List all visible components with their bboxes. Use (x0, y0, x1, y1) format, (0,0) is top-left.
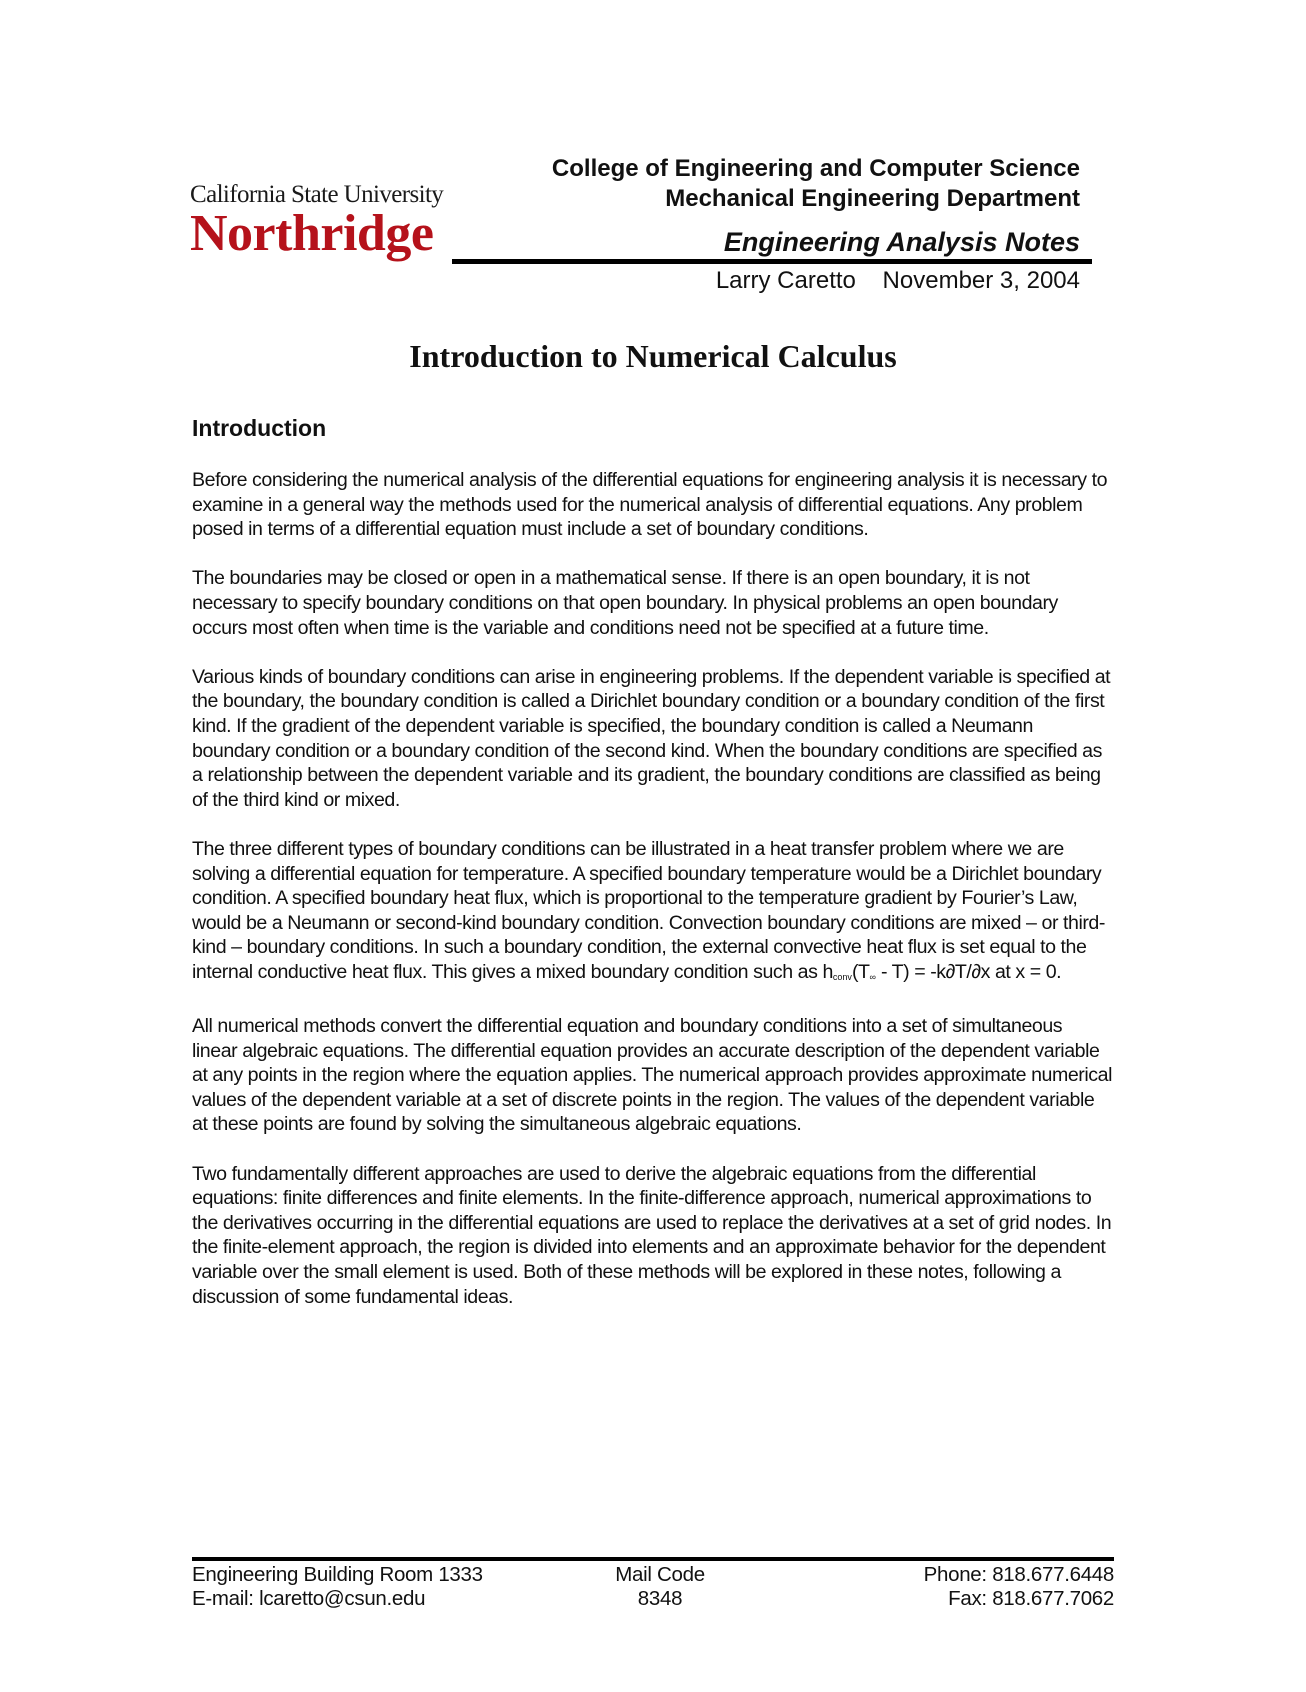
notes-series-title: Engineering Analysis Notes (723, 227, 1080, 257)
body-text (192, 468, 1112, 1334)
equation-part: - T) = -k∂T/∂x at x = 0. (875, 960, 1062, 983)
paragraph: The boundaries may be closed or open in a mathematical sense. If there is an open boundary, it is not necessary to specify boundary conditions on that open boundary. In physical problems an open boundary occurs most often when time is the variable and conditions need not be specified at a future time. (192, 567, 1058, 639)
equation-part: (T (851, 960, 870, 983)
mail-code-value: 8348 (637, 1587, 683, 1610)
paragraph: Two fundamentally different approaches are used to derive the algebraic equations from the differential equations: finite differences and finite elements. In the finite-difference approach, numerical approximations to the derivatives occurring in the differential equations are used to replace the derivatives at a set of grid nodes. In the finite-element approach, the region is divided into elements and an approximate behavior for the dependent variable over the small element is used. Both of these methods will be explored in these notes, following a discussion of some fundamental ideas. (192, 1162, 1112, 1308)
footer-fax: Fax: 818.677.7062 (948, 1587, 1114, 1610)
logo-campus-name: Northridge (190, 205, 434, 262)
logo-university-name: California State University (190, 181, 444, 208)
footer-phone: Phone: 818.677.6448 (923, 1563, 1114, 1586)
subscript-conv: conv (832, 971, 852, 982)
footer-address (192, 1563, 483, 1611)
university-logo (190, 182, 460, 260)
section-heading: Introduction (192, 415, 327, 441)
author-date: Larry Caretto November 3, 2004 (715, 267, 1080, 294)
paragraph: Various kinds of boundary conditions can arise in engineering problems. If the dependent variable is specified at the boundary, the boundary condition is called a Dirichlet boundary condition or a boundary condition of the first kind. If the gradient of the dependent variable is specified, the boundary condition is called a Neumann boundary condition or a boundary condition of the second kind. When the boundary conditions are specified as a relationship between the dependent variable and its gradient, the boundary conditions are classified as being of the third kind or mixed. (192, 665, 1111, 811)
footer-divider (192, 1557, 1114, 1561)
mail-code-label: Mail Code (615, 1563, 705, 1586)
footer-email: E-mail: lcaretto@csun.edu (192, 1587, 426, 1610)
paragraph-with-equation (192, 837, 1112, 990)
paragraph-text: The three different types of boundary conditions can be illustrated in a heat transfer problem where we are solving a differential equation for temperature. A specified boundary temperature would be a Dirichlet boundary condition. A specified boundary heat flux, which is proportional to the temperature gradient by Fourier’s Law, would be a Neumann or second-kind boundary condition. Convection boundary conditions are mixed – or third-kind – boundary conditions. In such a boundary condition, the external convective heat flux is set equal to the internal conductive heat flux. This gives a mixed boundary condition such as h (192, 837, 1105, 983)
paragraph: Before considering the numerical analysis of the differential equations for engineering analysis it is necessary to examine in a general way the methods used for the numerical analysis of differential equations. Any problem posed in terms of a differential equation must include a set of boundary conditions. (192, 469, 1108, 541)
header-divider (452, 259, 1092, 264)
footer-building: Engineering Building Room 1333 (192, 1563, 483, 1586)
footer-mail-code (590, 1563, 730, 1611)
footer-contact (820, 1563, 1114, 1611)
paragraph: All numerical methods convert the differential equation and boundary conditions into a set of simultaneous linear algebraic equations. The differential equation provides an accurate description of the dependent variable at any points in the region where the equation applies. The numerical approach provides approximate numerical values of the dependent variable at a set of discrete points in the region. The values of the dependent variable at these points are found by solving the simultaneous algebraic equations. (192, 1015, 1112, 1136)
department-name: Mechanical Engineering Department (665, 185, 1080, 212)
subscript-infinity: ∞ (869, 971, 876, 982)
college-name: College of Engineering and Computer Science (551, 155, 1080, 182)
document-title: Introduction to Numerical Calculus (409, 338, 897, 374)
